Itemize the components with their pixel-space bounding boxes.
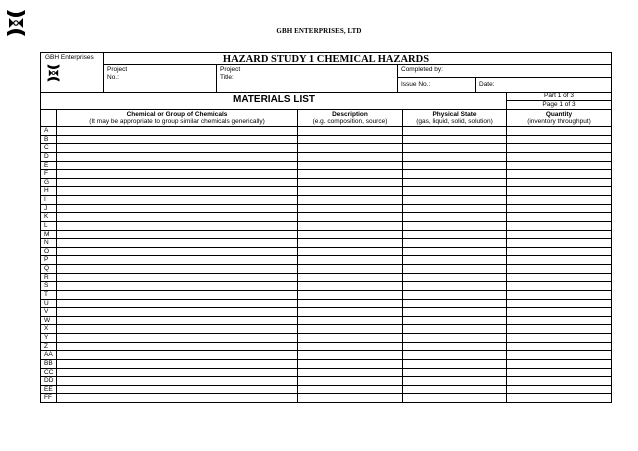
project-title-label: Project Title:: [220, 66, 241, 81]
issue-no-label: Issue No.:: [401, 81, 431, 88]
table-cell[interactable]: [56, 127, 297, 135]
table-cell[interactable]: [297, 170, 402, 178]
table-row: [41, 126, 611, 135]
table-cell[interactable]: [506, 162, 611, 170]
table-row: [41, 221, 611, 230]
table-cell[interactable]: [297, 187, 402, 195]
table-row: [41, 238, 611, 247]
table-cell[interactable]: [56, 274, 297, 282]
table-cell[interactable]: [297, 127, 402, 135]
table-cell[interactable]: [297, 136, 402, 144]
row-label: V: [44, 308, 49, 316]
table-cell[interactable]: [506, 300, 611, 308]
row-label: Z: [44, 342, 48, 350]
table-cell[interactable]: [506, 170, 611, 178]
table-row: [41, 281, 611, 290]
form-header: [41, 53, 611, 94]
completed-by-label: Completed by:: [401, 66, 443, 73]
table-row: [41, 307, 611, 316]
table-cell[interactable]: [402, 308, 506, 316]
table-row: [41, 143, 611, 152]
table-row: [41, 264, 611, 273]
table-cell[interactable]: [297, 222, 402, 230]
row-label: A: [44, 127, 49, 134]
table-cell[interactable]: [56, 222, 297, 230]
table-cell[interactable]: [402, 274, 506, 282]
table-cell[interactable]: [56, 256, 297, 264]
table-cell[interactable]: [297, 351, 402, 359]
table-cell[interactable]: [56, 179, 297, 187]
table-cell[interactable]: [297, 144, 402, 152]
table-row: [41, 247, 611, 256]
table-cell[interactable]: [506, 334, 611, 342]
table-row: [41, 324, 611, 333]
table-cell[interactable]: [506, 205, 611, 213]
table-cell[interactable]: [402, 325, 506, 333]
table-cell[interactable]: [297, 291, 402, 299]
col-chemical-subtitle: (It may be appropriate to group similar chemicals generically): [89, 118, 265, 125]
table-row: [41, 316, 611, 325]
row-label: FF: [44, 394, 52, 402]
table-cell[interactable]: [506, 317, 611, 325]
table-cell[interactable]: [297, 248, 402, 256]
row-label: B: [44, 135, 49, 143]
table-cell[interactable]: [506, 274, 611, 282]
table-cell[interactable]: [297, 153, 402, 161]
table-row: [41, 393, 611, 402]
table-row: [41, 195, 611, 204]
col-physical-state-subtitle: (gas, liquid, solid, solution): [416, 118, 493, 125]
row-label: F: [44, 170, 48, 178]
table-cell[interactable]: [506, 265, 611, 273]
table-row: [41, 385, 611, 394]
section-title: MATERIALS LIST: [232, 94, 316, 105]
table-cell[interactable]: [402, 205, 506, 213]
table-cell[interactable]: [56, 205, 297, 213]
table-cell[interactable]: [506, 343, 611, 351]
table-row: [41, 135, 611, 144]
table-cell[interactable]: [56, 334, 297, 342]
table-cell[interactable]: [297, 274, 402, 282]
table-row: [41, 255, 611, 264]
table-cell[interactable]: [402, 377, 506, 385]
table-cell[interactable]: [297, 231, 402, 239]
table-cell[interactable]: [402, 256, 506, 264]
table-cell[interactable]: [297, 343, 402, 351]
table-cell[interactable]: [402, 351, 506, 359]
col-chemical-title: Chemical or Group of Chemicals: [126, 111, 228, 118]
table-cell[interactable]: [297, 213, 402, 221]
table-cell[interactable]: [297, 162, 402, 170]
table-cell[interactable]: [297, 196, 402, 204]
row-label: I: [44, 196, 46, 203]
table-cell[interactable]: [506, 239, 611, 247]
row-label: J: [44, 204, 48, 212]
row-label: H: [44, 187, 49, 195]
page-label: Page 1 of 3: [507, 100, 611, 109]
table-cell[interactable]: [506, 196, 611, 204]
row-label: S: [44, 282, 49, 290]
table-row: [41, 204, 611, 213]
table-cell[interactable]: [402, 187, 506, 195]
document-company-header: GBH ENTERPRISES, LTD: [276, 27, 362, 35]
row-label: G: [44, 178, 50, 186]
table-cell[interactable]: [297, 334, 402, 342]
table-cell[interactable]: [506, 231, 611, 239]
table-cell[interactable]: [56, 351, 297, 359]
table-cell[interactable]: [56, 369, 297, 377]
table-cell[interactable]: [56, 300, 297, 308]
table-cell[interactable]: [506, 179, 611, 187]
table-cell[interactable]: [402, 213, 506, 221]
table-cell[interactable]: [402, 231, 506, 239]
table-cell[interactable]: [297, 308, 402, 316]
row-label: P: [44, 256, 49, 264]
row-label: O: [44, 247, 50, 255]
table-cell[interactable]: [402, 136, 506, 144]
table-cell[interactable]: [402, 196, 506, 204]
table-row: [41, 368, 611, 377]
table-row: [41, 290, 611, 299]
col-description-title: Description: [332, 111, 368, 118]
materials-table-body: [41, 126, 611, 402]
row-label: CC: [44, 368, 54, 376]
table-cell[interactable]: [402, 265, 506, 273]
row-label: M: [44, 230, 50, 238]
table-cell[interactable]: [56, 282, 297, 290]
col-physical-state-title: Physical State: [432, 111, 477, 118]
table-cell[interactable]: [56, 394, 297, 402]
form-company-label: GBH Enterprises: [45, 54, 94, 61]
table-cell[interactable]: [56, 265, 297, 273]
table-cell[interactable]: [56, 291, 297, 299]
table-cell[interactable]: [506, 377, 611, 385]
table-cell[interactable]: [402, 179, 506, 187]
table-row: [41, 230, 611, 239]
table-cell[interactable]: [402, 360, 506, 368]
table-cell[interactable]: [56, 386, 297, 394]
table-row: [41, 333, 611, 342]
part-label: Part 1 of 3: [544, 92, 574, 99]
table-cell[interactable]: [297, 325, 402, 333]
table-cell[interactable]: [402, 127, 506, 135]
table-cell[interactable]: [297, 205, 402, 213]
row-label: Y: [44, 334, 49, 341]
row-label: E: [44, 161, 49, 169]
table-row: [41, 169, 611, 178]
table-cell[interactable]: [56, 170, 297, 178]
table-row: [41, 178, 611, 187]
table-cell[interactable]: [506, 187, 611, 195]
table-cell[interactable]: [506, 325, 611, 333]
table-cell[interactable]: [56, 308, 297, 316]
table-cell[interactable]: [297, 377, 402, 385]
table-cell[interactable]: [402, 248, 506, 256]
table-cell[interactable]: [56, 239, 297, 247]
table-cell[interactable]: [297, 282, 402, 290]
table-cell[interactable]: [402, 291, 506, 299]
col-quantity-title: Quantity: [545, 111, 573, 118]
table-cell[interactable]: [56, 343, 297, 351]
table-cell[interactable]: [402, 317, 506, 325]
table-row: [41, 186, 611, 195]
table-cell[interactable]: [506, 248, 611, 256]
table-cell[interactable]: [297, 369, 402, 377]
table-row: [41, 161, 611, 170]
table-cell[interactable]: [297, 239, 402, 247]
table-cell[interactable]: [402, 386, 506, 394]
row-label: DD: [44, 377, 54, 385]
table-cell[interactable]: [402, 153, 506, 161]
col-quantity-subtitle: (inventory throughput): [527, 118, 591, 125]
table-cell[interactable]: [506, 291, 611, 299]
table-cell[interactable]: [56, 377, 297, 385]
table-cell[interactable]: [506, 386, 611, 394]
table-row: [41, 152, 611, 161]
row-label: K: [44, 213, 49, 221]
table-cell[interactable]: [56, 162, 297, 170]
table-cell[interactable]: [506, 213, 611, 221]
gbh-logo-small-icon: [46, 63, 61, 83]
date-label: Date:: [479, 81, 495, 88]
row-label: U: [44, 299, 49, 307]
table-cell[interactable]: [56, 213, 297, 221]
table-cell[interactable]: [297, 256, 402, 264]
table-row: [41, 273, 611, 282]
col-description-subtitle: (e.g. composition, source): [312, 118, 388, 125]
table-cell[interactable]: [506, 127, 611, 135]
table-cell[interactable]: [506, 136, 611, 144]
table-cell[interactable]: [297, 179, 402, 187]
table-cell[interactable]: [56, 196, 297, 204]
table-cell[interactable]: [402, 394, 506, 402]
table-row: [41, 359, 611, 368]
table-cell[interactable]: [56, 248, 297, 256]
row-label: Q: [44, 265, 50, 272]
row-label: R: [44, 273, 49, 281]
row-label: EE: [44, 385, 53, 393]
table-cell[interactable]: [506, 369, 611, 377]
row-label: L: [44, 221, 48, 229]
table-cell[interactable]: [506, 256, 611, 264]
table-row: [41, 342, 611, 351]
table-cell[interactable]: [56, 153, 297, 161]
row-label: AA: [44, 351, 53, 359]
table-cell[interactable]: [402, 334, 506, 342]
table-cell[interactable]: [402, 170, 506, 178]
table-row: [41, 212, 611, 221]
table-cell[interactable]: [506, 222, 611, 230]
table-cell[interactable]: [506, 153, 611, 161]
table-cell[interactable]: [402, 239, 506, 247]
project-no-label: Project No.:: [107, 66, 128, 81]
table-cell[interactable]: [297, 386, 402, 394]
table-cell[interactable]: [297, 360, 402, 368]
table-cell[interactable]: [402, 300, 506, 308]
row-label: T: [44, 290, 48, 298]
table-cell[interactable]: [297, 300, 402, 308]
table-cell[interactable]: [56, 231, 297, 239]
table-cell[interactable]: [56, 317, 297, 325]
table-cell[interactable]: [402, 144, 506, 152]
row-label: W: [44, 316, 51, 324]
table-cell[interactable]: [402, 282, 506, 290]
table-cell[interactable]: [402, 369, 506, 377]
table-cell[interactable]: [506, 308, 611, 316]
table-cell[interactable]: [297, 265, 402, 273]
table-cell[interactable]: [402, 343, 506, 351]
table-row: [41, 350, 611, 359]
table-cell[interactable]: [506, 282, 611, 290]
table-row: [41, 299, 611, 308]
table-cell[interactable]: [402, 222, 506, 230]
table-cell[interactable]: [56, 325, 297, 333]
row-label: C: [44, 144, 49, 152]
row-label: X: [44, 325, 49, 333]
table-cell[interactable]: [56, 187, 297, 195]
table-cell[interactable]: [56, 144, 297, 152]
table-cell[interactable]: [506, 144, 611, 152]
row-label: BB: [44, 359, 53, 367]
table-cell[interactable]: [56, 136, 297, 144]
table-row: [41, 376, 611, 385]
materials-form: [40, 52, 612, 403]
table-cell[interactable]: [506, 360, 611, 368]
table-cell[interactable]: [402, 162, 506, 170]
table-cell[interactable]: [56, 360, 297, 368]
row-label: N: [44, 239, 49, 247]
form-title: HAZARD STUDY 1 CHEMICAL HAZARDS: [222, 54, 430, 65]
table-cell[interactable]: [506, 394, 611, 402]
row-label: D: [44, 152, 49, 160]
table-cell[interactable]: [506, 351, 611, 359]
table-cell[interactable]: [297, 394, 402, 402]
table-cell[interactable]: [297, 317, 402, 325]
